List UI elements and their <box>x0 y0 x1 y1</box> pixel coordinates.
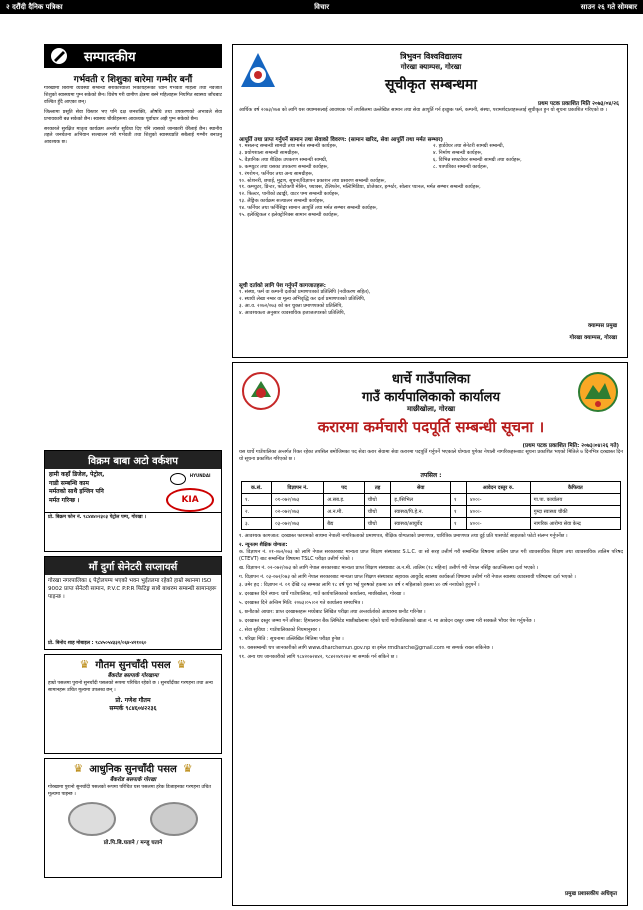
table-cell: गुम्दा स्वास्थ्य चौकी <box>530 506 620 518</box>
table-row <box>242 506 621 518</box>
adhunik-ad-body: गोरखामा पुरानो सुनचाँदी पसलको रूपमा परिचित यस पसलमा हरेक डिजाइनका गरगहना उचित मूल्यमा पाइन्छ । <box>48 785 212 797</box>
durga-ad-body: गोरखा नगरपालिका ६ पेट्रोलपम्प भएको भवन भुईतलमा रहेको हाम्रो स्थानमा ISO 9002 प्राप्त सेनेटरी सामान, P.V.C P.P.R फिटिङ्ग साथै बाथरुम सम्बन्धी सामानहरू पाइन्छ । <box>48 578 217 600</box>
tu-item: ६. विभिन्न सफ्टवेयर सम्बन्धी सामग्री तथा कार्यहरू, <box>433 156 522 163</box>
crown-icon: ♛ <box>73 761 84 775</box>
tu-doc: २. स्थायी लेखा नम्बर वा मूल्य अभिवृद्धि कर दर्ता प्रमाणपत्रको प्रतिलिपि, <box>239 295 366 302</box>
gautam-ad-title: गौतम सुनचाँदी पसल <box>95 660 171 671</box>
vikram-ad-line: गाडी सम्बन्धि काम <box>49 479 89 487</box>
hyundai-logo-icon: HYUNDAI <box>189 473 211 478</box>
tu-item: १३. लैङ्गिक कार्यक्रम सञ्चालन सम्बन्धी कार्यहरू, <box>239 198 325 205</box>
gautam-ad-subtitle: बैंकरोड बसपार्क गोरखामा <box>107 673 159 679</box>
table-header: क.सं. <box>242 482 272 494</box>
table-header-row <box>242 482 621 494</box>
vikram-ad-title: विक्रम बाबा अटो वर्कशप <box>45 451 221 469</box>
vikram-ad-line: हामी कहाँ डिजेल, पेट्रोल, <box>49 471 105 478</box>
crown-icon: ♛ <box>182 761 193 775</box>
editorial-title: गर्भवती र शिशुका बारेमा गम्भीर बनौं <box>73 75 193 85</box>
tu-item: १२. फिल्टर, पानीको ट्याङ्की, वाटर पम्प सम्बन्धी कार्यहरू, <box>239 191 340 198</box>
gautam-jewellery-ad <box>44 654 222 754</box>
tu-item: ३. प्रयोगशाला सम्बन्धी सामग्रीहरू, <box>239 149 300 156</box>
adhunik-jewellery-ad <box>44 758 222 878</box>
dharche-conditions <box>239 533 623 663</box>
dharche-office: गाउँ कार्यपालिकाको कार्यालय <box>362 390 500 405</box>
gautam-ad-body: हाम्रो पसलमा पुरानो सुनचाँदी पसलको रूपमा परिचित रहेको छ । सुनचाँदीका गरगहना तथा अन्य सामानहरू उचित मूल्यमा उपलब्ध छन् । <box>48 681 213 693</box>
section-label: विचार <box>314 2 330 11</box>
jewellery-image <box>150 802 198 836</box>
gautam-ad-prop: प्रो. गणेश गौतम <box>115 697 151 704</box>
table-cell: स्वास्थ्य/आयुर्वेद <box>391 518 451 530</box>
table-row <box>242 518 621 530</box>
table-cell: चौथो <box>364 518 391 530</box>
tu-campus: गोरखा क्याम्पस, गोरखा <box>400 63 462 71</box>
durga-sanitary-ad <box>44 556 222 650</box>
table-header: तह <box>364 482 391 494</box>
condition-paragraph: ३. उमेर हद : विज्ञापन नं. ०१ देखि ०३ सम्मका लागि १८ वर्ष पूरा भई पुरुषको हकमा ४० वर्ष र महिलाको हकमा ४० वर्ष ननाघेको हुनुपर्ने । <box>239 582 480 589</box>
tu-item: ८. पत्रपत्रिका सम्बन्धी कार्यहरू, <box>433 163 489 170</box>
tu-items <box>239 143 623 219</box>
table-cell: ४००।- <box>467 494 531 506</box>
car-logo-icon <box>170 473 186 485</box>
date-label: साउन २६ गते सोमबार <box>580 2 637 11</box>
tu-intro: आर्थिक वर्ष २०७३/०७४ को लागि यस क्याम्पसलाई आवश्यक पर्ने तपसिलमा उल्लेखित सामान तथा सेवा आपूर्ति गर्न इच्छुक फर्म, कम्पनी, संस्था, परामर्शदाताहरूलाई सूचीकृत हुन यो सूचना प्रकाशित गरिएको छ । <box>239 107 607 113</box>
tu-title: सूचीकृत सम्बन्धमा <box>384 77 478 93</box>
tu-item: १. मसलन्द सम्बन्धी सामग्री तथा मर्मत सम्बन्धी कार्यहरू, <box>239 143 338 149</box>
condition-paragraph: क. विज्ञापन नं. ०१-०७२/०७३ को लागि नेपाल सरकारबाट मान्यता प्राप्त शिक्षण संस्थाबाट S.L.C. वा सो सरह उत्तीर्ण गरी सम्बन्धित विषयमा तालिम प्राप्त गरी व्यावसायिक शिक्षण तथा व्यावसायिक तालिम परिषद (CTEVT) बाट सम्बन्धित विषयमा TSLC परीक्षा उत्तीर्ण गरेको । <box>239 548 623 562</box>
condition-paragraph: १०. यससम्बन्धी थप जानकारीको लागि www.dharchemun.gov.np वा इमेल rmdharche@gmail.com मा सम्पर्क राख्न सकिनेछ । <box>239 644 494 651</box>
adhunik-ad-title: आधुनिक सुनचाँदी पसल <box>89 764 177 775</box>
table-cell: बैद्य <box>324 518 365 530</box>
tu-item: १४. फर्निचर तथा फर्निसिङ्का सामान आपूर्ति तथा मर्मत सम्भार सम्बन्धी कार्यहरू, <box>239 205 378 212</box>
jewellery-image <box>68 802 116 836</box>
table-cell: ३. <box>242 518 272 530</box>
dharche-address: माछीखोला, गोरखा <box>406 405 456 413</box>
table-cell: इ./सिभिल <box>391 494 451 506</box>
tu-signer: क्याम्पस प्रमुख <box>588 323 617 329</box>
table-cell: २. <box>242 506 272 518</box>
crown-icon: ♛ <box>176 657 187 671</box>
table-cell: अ.न.मी. <box>324 506 365 518</box>
table-cell: १ <box>450 506 466 518</box>
durga-ad-title: माँ दुर्गा सेनेटरी सप्लायर्स <box>45 557 221 575</box>
condition-paragraph: ग. विज्ञापन नं. ०३-०७२/०७३ को लागि नेपाल सरकारबाट मान्यता प्राप्त शिक्षण संस्थाबाट सहायक आयुर्वेद स्वास्थ्य कार्यकर्ता विषयमा उत्तीर्ण गरी नेपाल स्वास्थ्य व्यावसायी परिषदमा दर्ता भएको । <box>239 573 576 580</box>
table-cell: नागरिक आरोग्य सेवा केन्द्र <box>530 518 620 530</box>
condition-paragraph: ९. परिक्षा मिति : सूचनामा उल्लिखित मितिमा परीक्षा हुनेछ । <box>239 635 344 642</box>
tu-item: १०. स्टेशनरी, छपाई, मुद्रण, सूचना/विज्ञापन प्रकाशन तथा प्रसारण सम्बन्धी कार्यहरू, <box>239 177 386 184</box>
vikram-ad-line: मर्मतको साथै इन्जिन पनि <box>49 488 104 495</box>
table-cell: १ <box>450 518 466 530</box>
editorial-banner <box>44 44 222 68</box>
table-cell: ४००।- <box>467 518 531 530</box>
table-cell: स्वास्थ्य/पि.हे.न. <box>391 506 451 518</box>
editorial-heading: सम्पादकीय <box>84 50 136 65</box>
condition-paragraph: २. न्यूनतम शैक्षिक योग्यता: <box>239 541 288 548</box>
condition-paragraph: ५. दरखास्त दिने अन्तिम मिति: २०७३।०५।०२ गते कार्यालय समयभित्र । <box>239 600 364 607</box>
dharche-intro: यस धार्चे गाउँपालिका अन्तर्गत रिक्त रहेका तपसिल बमोजिमका पद सेवा करार सेवामा सेवा करारमा पदपूर्ति गर्नुपर्ने भएकाले योग्यता पुगेका नेपाली नागरिकहरूबाट सूचना प्रकाशित भएको मितिले ७ दिनभित्र दरखास्त दिन यो सूचना प्रकाशित गरिएको छ । <box>239 449 623 462</box>
tu-doc: १. संस्था, फर्म वा कम्पनी दर्ताको प्रमाणपत्रको प्रतिलिपि (नवीकरण सहित), <box>239 289 371 295</box>
condition-paragraph: ७. दरखास्त दस्तुर जम्मा गर्ने तरिका: हिमालयन बैंक लिमिटेड माछीखोलामा रहेको धार्चे गाउँपालिकाको खाता नं. मा आवेदन दस्तुर जम्मा गरी सक्कलै भौचर पेश गर्नुपर्नेछ । <box>239 618 535 625</box>
table-header: पद <box>324 482 365 494</box>
table-cell: ०३-०७२/०७३ <box>272 518 324 530</box>
tu-item: ५. वैज्ञानिक तथा शैक्षिक उपकरण सम्बन्धी सामग्री, <box>239 156 328 163</box>
kia-logo-icon: KIA <box>166 488 214 512</box>
table-header <box>450 482 466 494</box>
tu-item: ११. कम्प्युटर, प्रिन्टर, फोटोकपी मेसिन, फ्याक्स, टेलिफोन, मल्टिमिडिया, प्रोजेक्टर, इन्भर्टर, सोलार प्यानल, मर्मत सम्भार सम्बन्धी कार्यहरू, <box>239 184 481 191</box>
durga-ad-prop: प्रो. बिनोद शाह मोबाइल : ९८४५०५४३३२/०६४-४२१०६० <box>48 641 147 646</box>
editorial-paragraph: सरकारले सुरक्षित मातृत्व कार्यक्रम अन्तर्गत सुविधा दिए पनि त्यसको जानकारी धेरैलाई छैन। स्थानीय तहले जनचेतना अभियान सञ्चालन गरी गर्भवती तथा शिशुको स्वास्थ्यप्रति सबैलाई गम्भीर बनाउनु आवश्यक छ। <box>44 126 222 146</box>
dharche-signer: प्रमुख प्रशासकीय अधिकृत <box>565 891 617 897</box>
table-row <box>242 494 621 506</box>
table-cell: अ.सब.इ. <box>324 494 365 506</box>
editorial-paragraph: जिल्लामा प्रसूति सेवा विस्तार भए पनि दक्ष जनशक्ति, औषधि तथा उपकरणको अभावले सेवा प्रभावकारी बन्न सकेको छैन। स्वास्थ्य चौकीहरूमा आवश्यक पूर्वाधार अझै पुग्न सकेको छैन। <box>44 109 222 122</box>
table-header: सेवा <box>391 482 451 494</box>
condition-paragraph: ६. छनौटको आधार: प्राप्त दरखास्तहरू मध्येबाट लिखित परीक्षा तथा अन्तर्वार्ताको आधारमा छनौट गरिनेछ । <box>239 609 426 616</box>
vikram-ad-line: मर्मत गरिन्छ । <box>49 496 80 504</box>
dharche-table-title: तपसिल : <box>420 472 442 479</box>
hand-pen-icon <box>44 44 74 68</box>
adhunik-ad-subtitle: बैंकरोड बसपार्क गोरखा <box>109 777 157 783</box>
table-cell: १. <box>242 494 272 506</box>
page-header <box>0 0 643 14</box>
condition-paragraph: १. आवश्यक कागजात: दरखास्त फारामको साथमा नेपाली नागरिकताको प्रमाणपत्र, शैक्षिक योग्यताको प्रमाणपत्र, चारित्रिक प्रमाणपत्र तथा दुई प्रति पासपोर्ट साइजको फोटो संलग्न गर्नुपर्नेछ । <box>239 533 568 539</box>
table-cell: चौथो <box>364 494 391 506</box>
table-cell: गा.पा. कार्यालय <box>530 494 620 506</box>
tu-docs-title: सूची दर्ताको लागि पेश गर्नुपर्ने कागजातहरू: <box>239 283 326 289</box>
table-header: आवेदन दस्तुर रु. <box>467 482 531 494</box>
condition-paragraph: ख. विज्ञापन नं. ०२-०७२/०७३ को लागि नेपाल सरकारबाट मान्यता प्राप्त शिक्षण संस्थाबाट अ.न.मी. तालिम (१८ महिना) उत्तीर्ण गरी नेपाल नर्सिङ्ग काउन्सिलमा दर्ता भएको । <box>239 564 539 571</box>
tu-item: ७. कम्प्युटर तथा यसका उपकरण सम्बन्धी कार्यहरू, <box>239 163 329 170</box>
tu-list-title: आपूर्ति तथा प्राप्त गर्नुपर्ने सामान तथा सेवाको विवरण: (सामान खरिद, सेवा आपूर्ति तथा मर्मत सम्भार) <box>239 137 444 143</box>
tu-org: त्रिभुवन विश्वविद्यालय <box>400 52 462 61</box>
tu-signer-place: गोरखा क्याम्पस, गोरखा <box>569 335 617 341</box>
tu-pubdate: प्रथम पटक प्रकाशित मिति २०७३/०४/२६ <box>538 101 619 107</box>
condition-paragraph: ४. दरखास्त दिने स्थान: धार्चे गाउँपालिका, गाउँ कार्यपालिकाको कार्यालय, माछीखोला, गोरखा । <box>239 591 405 598</box>
tu-doc: ४. आवश्यकता अनुसार व्यवसायिक इजाजतपत्रको प्रतिलिपि, <box>239 309 346 316</box>
dharche-notice <box>232 362 628 906</box>
table-cell: ०१-०७२/०७३ <box>272 494 324 506</box>
table-cell: चौथो <box>364 506 391 518</box>
tu-item: ९. रंगरोगन, फर्निचर तथा अन्य सामग्रीहरू, <box>239 170 314 177</box>
vikram-auto-ad <box>44 450 222 552</box>
dharche-org: धार्चे गाउँपालिका <box>391 372 471 387</box>
table-cell: १ <box>450 494 466 506</box>
tu-item: ४. निर्माण सम्बन्धी कार्यहरू, <box>433 149 483 156</box>
crown-icon: ♛ <box>79 657 90 671</box>
table-cell: ४००।- <box>467 506 531 518</box>
table-cell: ०२-०७२/०७३ <box>272 506 324 518</box>
vacancy-table <box>241 481 621 530</box>
tu-item: २. हार्डवेयर तथा सेनेटरी सामग्री सम्बन्धी, <box>433 143 505 149</box>
tu-notice <box>232 44 628 358</box>
tu-doc: ३. आ.व. २०७२/०७३ को कर चुक्ता प्रमाणपत्रको प्रतिलिपि, <box>239 302 343 309</box>
editorial-paragraph: गोरखामा बिरामी व्यवस्था सम्बन्धी सरोकारवाला निकायहरूको ध्यान गर्भवती महिला तथा नवजात शिशुको स्वास्थ्यमा पुग्न सकेको छैन। विशेष गरी ग्रामीण क्षेत्रमा बस्ने महिलाहरू नियमित स्वास्थ्य जाँचबाट वञ्चित हुँदै आएका छन्। <box>44 86 222 105</box>
tu-docs <box>239 289 539 317</box>
dharche-pubdate: (प्रथम पटक प्रकाशित मिति: २०७३।०४।२६ गते) <box>522 443 619 449</box>
editorial-body <box>44 86 222 444</box>
condition-paragraph: ११. अन्य थप जानकारीको लागि ९८४२०७२४४२, ९८४२०४१२४२ मा सम्पर्क गर्न सकिने छ । <box>239 653 398 660</box>
table-header: विज्ञापन नं. <box>272 482 324 494</box>
vikram-ad-prop: प्रो. बिक्रम फोन नं. ९८४४४०२३०३ पेट्रोल पम्प, गोरखा । <box>45 512 221 521</box>
page-label: २ दरौंदी दैनिक पत्रिका <box>6 2 63 11</box>
tu-item: १५. इलेक्ट्रिकल र इलेक्ट्रोनिक्स सामान सम्बन्धी कार्यहरू, <box>239 212 339 219</box>
gautam-ad-phone: सम्पर्क ९८४६०४२२३६ <box>109 705 157 712</box>
adhunik-ad-prop: प्रो.पि.बि.घताने / मन्जु घताने <box>103 840 163 846</box>
dharche-title: करारमा कर्मचारी पदपूर्ति सम्बन्धी सूचना । <box>317 418 545 436</box>
table-header: कैफियत <box>530 482 620 494</box>
condition-paragraph: ८. सेवा सुविधा : गाउँपालिकाको नियमानुसार । <box>239 626 321 633</box>
